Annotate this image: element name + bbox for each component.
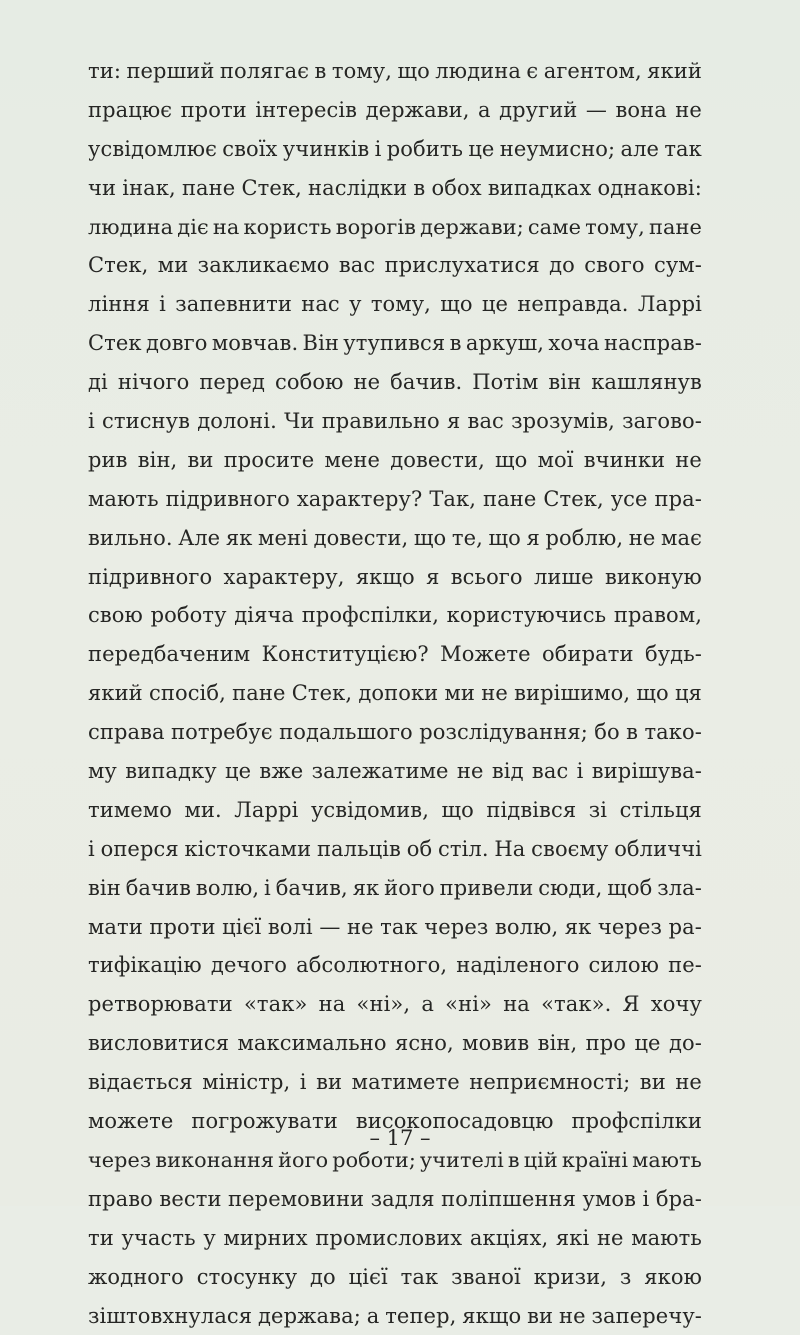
text-line: справа потребує подальшого розслідування; бо в тако- (88, 713, 702, 752)
text-line: через виконання його роботи; учителі в цій країні мають (88, 1141, 702, 1180)
text-line: і стиснув долоні. Чи правильно я вас зрозумів, загово- (88, 402, 702, 441)
text-line: свою роботу діяча профспілки, користуючись правом, (88, 596, 702, 635)
text-line: чи інак, пане Стек, наслідки в обох випадках однакові: (88, 169, 702, 208)
text-line: зіштовхнулася держава; а тепер, якщо ви не заперечу- (88, 1297, 702, 1335)
text-line: рив він, ви просите мене довести, що мої вчинки не (88, 441, 702, 480)
text-line: ти участь у мирних промислових акціях, які не мають (88, 1219, 702, 1258)
text-line: ді нічого перед собою не бачив. Потім він кашлянув (88, 363, 702, 402)
text-line: тимемо ми. Ларрі усвідомив, що підвівся зі стільця (88, 791, 702, 830)
text-line: який спосіб, пане Стек, допоки ми не вирішимо, що ця (88, 674, 702, 713)
text-line: право вести перемовини задля поліпшення умов і бра- (88, 1180, 702, 1219)
text-line: ління і запевнити нас у тому, що це неправда. Ларрі (88, 285, 702, 324)
text-line: Стек, ми закликаємо вас прислухатися до свого сум- (88, 246, 702, 285)
text-line: висловитися максимально ясно, мовив він, про це до- (88, 1024, 702, 1063)
page-number: – 17 – (0, 1126, 800, 1150)
text-line: людина діє на користь ворогів держави; саме тому, пане (88, 208, 702, 247)
text-line: жодного стосунку до цієї так званої кризи, з якою (88, 1258, 702, 1297)
text-line: він бачив волю, і бачив, як його привели сюди, щоб зла- (88, 869, 702, 908)
text-line: усвідомлює своїх учинків і робить це неумисно; але так (88, 130, 702, 169)
text-line: тифікацію дечого абсолютного, наділеного силою пе- (88, 946, 702, 985)
text-line: ти: перший полягає в тому, що людина є агентом, який (88, 52, 702, 91)
text-line: передбаченим Конституцією? Можете обирати будь- (88, 635, 702, 674)
text-line: Стек довго мовчав. Він утупився в аркуш, хоча насправ- (88, 324, 702, 363)
text-line: му випадку це вже залежатиме не від вас і вирішува- (88, 752, 702, 791)
text-line: працює проти інтересів держави, а другий — вона не (88, 91, 702, 130)
text-line: мають підривного характеру? Так, пане Стек, усе пра- (88, 480, 702, 519)
text-line: і оперся кісточками пальців об стіл. На своєму обличчі (88, 830, 702, 869)
text-line: відається міністр, і ви матимете неприємності; ви не (88, 1063, 702, 1102)
text-line: можете погрожувати високопосадовцю профспілки (88, 1102, 702, 1141)
text-line: вильно. Але як мені довести, що те, що я роблю, не має (88, 519, 702, 558)
text-line: ретворювати «так» на «ні», а «ні» на «так». Я хочу (88, 985, 702, 1024)
text-line: підривного характеру, якщо я всього лише виконую (88, 558, 702, 597)
text-line: мати проти цієї волі — не так через волю, як через ра- (88, 908, 702, 947)
